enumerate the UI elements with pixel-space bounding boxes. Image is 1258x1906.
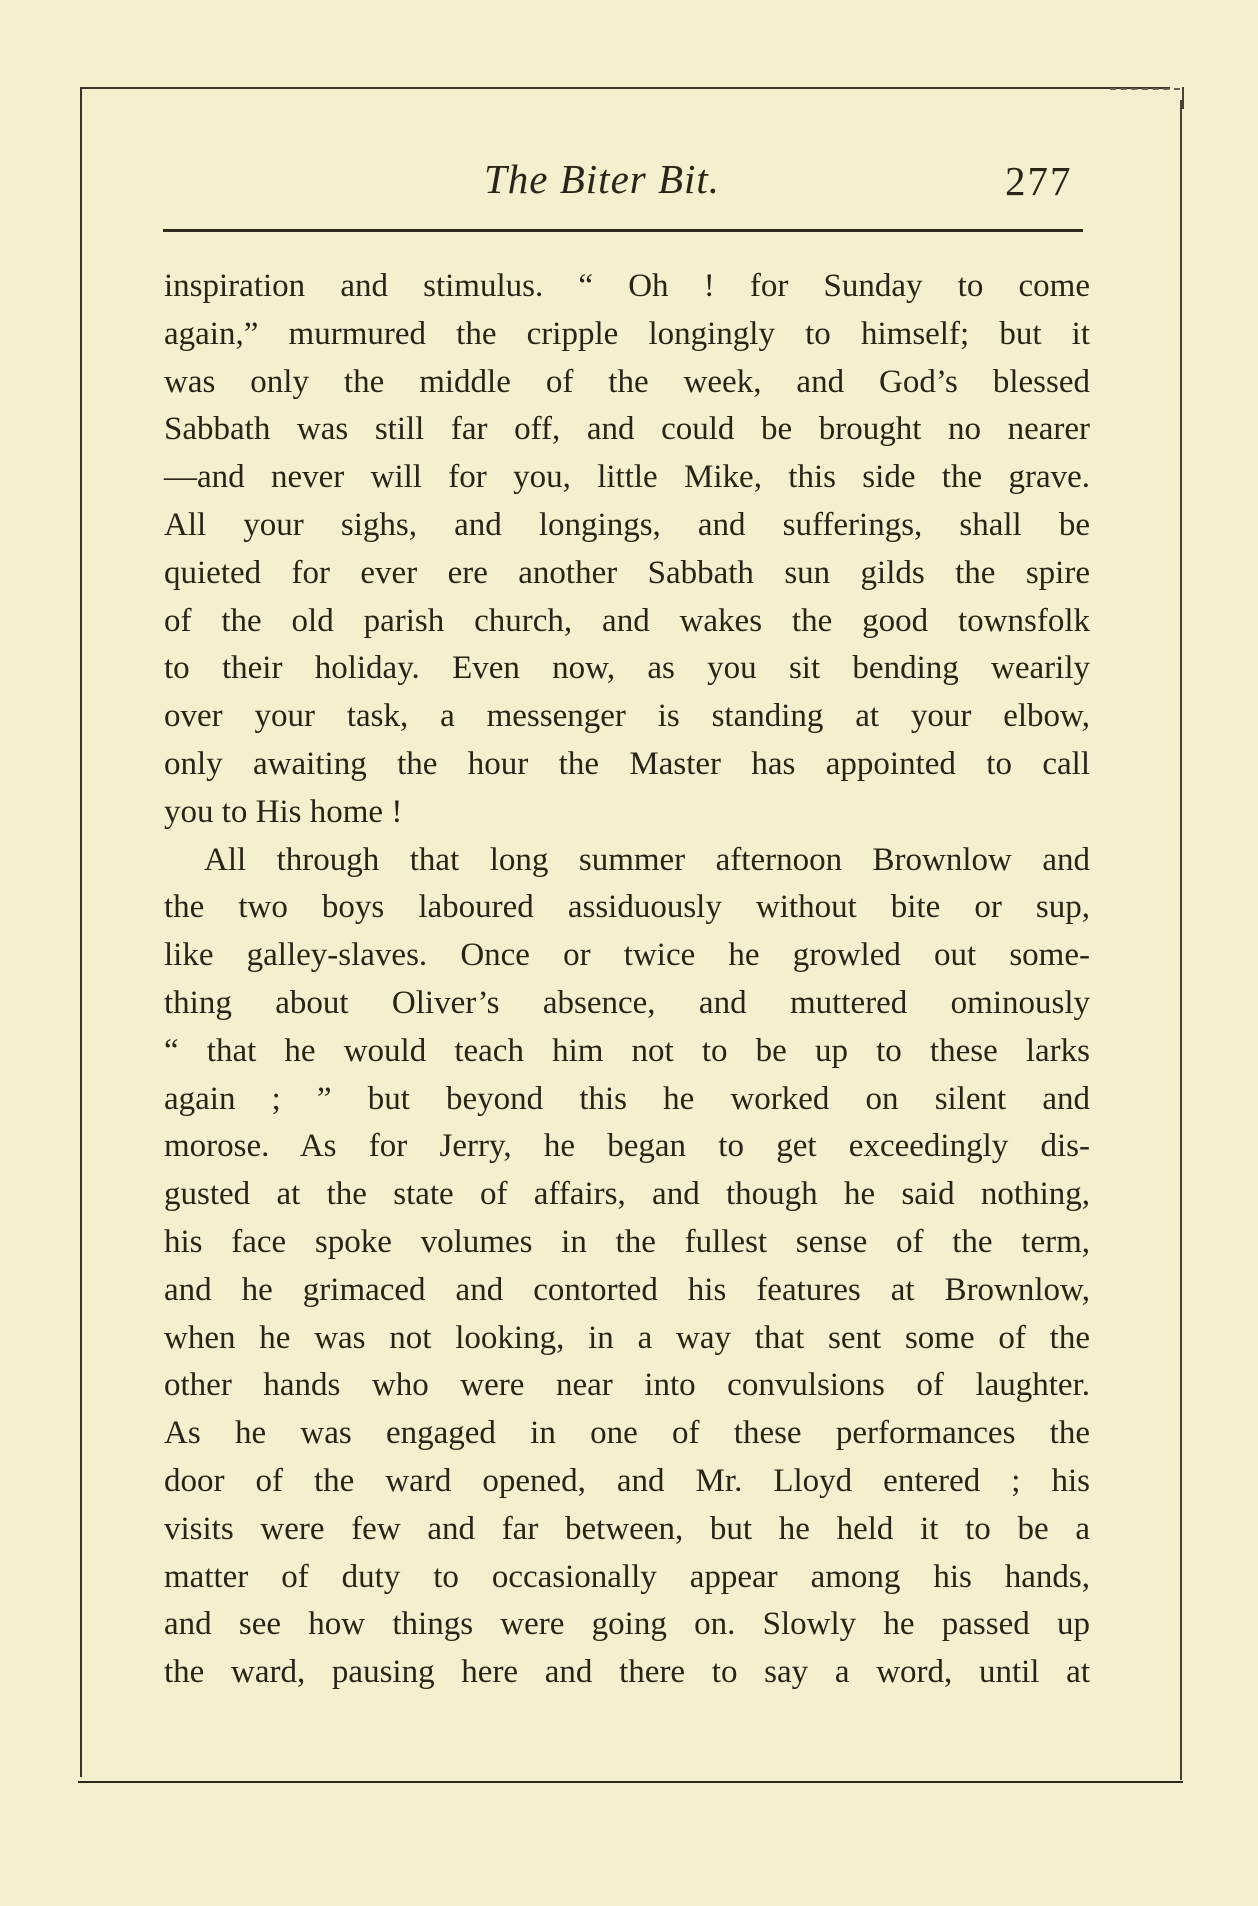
text-line: like galley-slaves. Once or twice he growled out some- [164,937,1090,974]
frame-left-rule [80,87,82,1777]
text-line: the two boys laboured assiduously without bite or sup, [164,889,1090,926]
text-line: visits were few and far between, but he held it to be a [164,1510,1090,1547]
text-line: again ; ” but beyond this he worked on silent and [164,1080,1090,1117]
text-line: inspiration and stimulus. “ Oh ! for Sunday to come [164,268,1090,304]
text-line: and he grimaced and contorted his features at Brownlow, [164,1271,1090,1308]
text-line: of the old parish church, and wakes the good townsfolk [164,602,1090,639]
paragraph-first-line: All through that long summer afternoon Brownlow and [204,841,1090,878]
page-number: 277 [1005,158,1073,204]
text-line: you to His home ! [164,793,403,830]
text-line: when he was not looking, in a way that sent some of the [164,1319,1090,1356]
text-line: other hands who were near into convulsions of laughter. [164,1367,1090,1404]
text-line: morose. As for Jerry, he began to get exceedingly dis- [164,1128,1090,1165]
text-line: All your sighs, and longings, and sufferings, shall be [164,506,1090,543]
body-text [164,263,1090,1697]
text-line: —and never will for you, little Mike, this side the grave. [164,459,1090,496]
frame-bottom-rule [78,1781,1183,1783]
text-line: and see how things were going on. Slowly he passed up [164,1606,1090,1643]
text-line: door of the ward opened, and Mr. Lloyd entered ; his [164,1462,1090,1499]
header-rule [163,229,1083,232]
text-line: over your task, a messenger is standing at your elbow, [164,698,1090,735]
frame-right-rule [1180,100,1182,1780]
running-title: The Biter Bit. [484,156,721,202]
text-line: matter of duty to occasionally appear among his hands, [164,1558,1090,1595]
text-line: As he was engaged in one of these performances the [164,1415,1090,1452]
text-line: “ that he would teach him not to be up to these larks [164,1032,1090,1069]
running-head [0,155,1258,215]
frame-right-tick [1182,87,1184,109]
text-line: again,” murmured the cripple longingly to himself; but it [164,315,1090,352]
text-line: quieted for ever ere another Sabbath sun gilds the spire [164,554,1090,591]
text-line: was only the middle of the week, and God’s blessed [164,363,1090,400]
text-line: his face spoke volumes in the fullest sense of the term, [164,1223,1090,1260]
text-line: Sabbath was still far off, and could be brought no nearer [164,411,1090,448]
frame-top-dashed-rule [1110,88,1180,90]
text-line: thing about Oliver’s absence, and muttered ominously [164,984,1090,1021]
text-line: gusted at the state of affairs, and though he said nothing, [164,1176,1090,1213]
text-line: only awaiting the hour the Master has appointed to call [164,745,1090,782]
frame-top-rule [80,87,1170,89]
text-line: to their holiday. Even now, as you sit bending wearily [164,650,1090,687]
text-line: the ward, pausing here and there to say a word, until at [164,1654,1090,1691]
